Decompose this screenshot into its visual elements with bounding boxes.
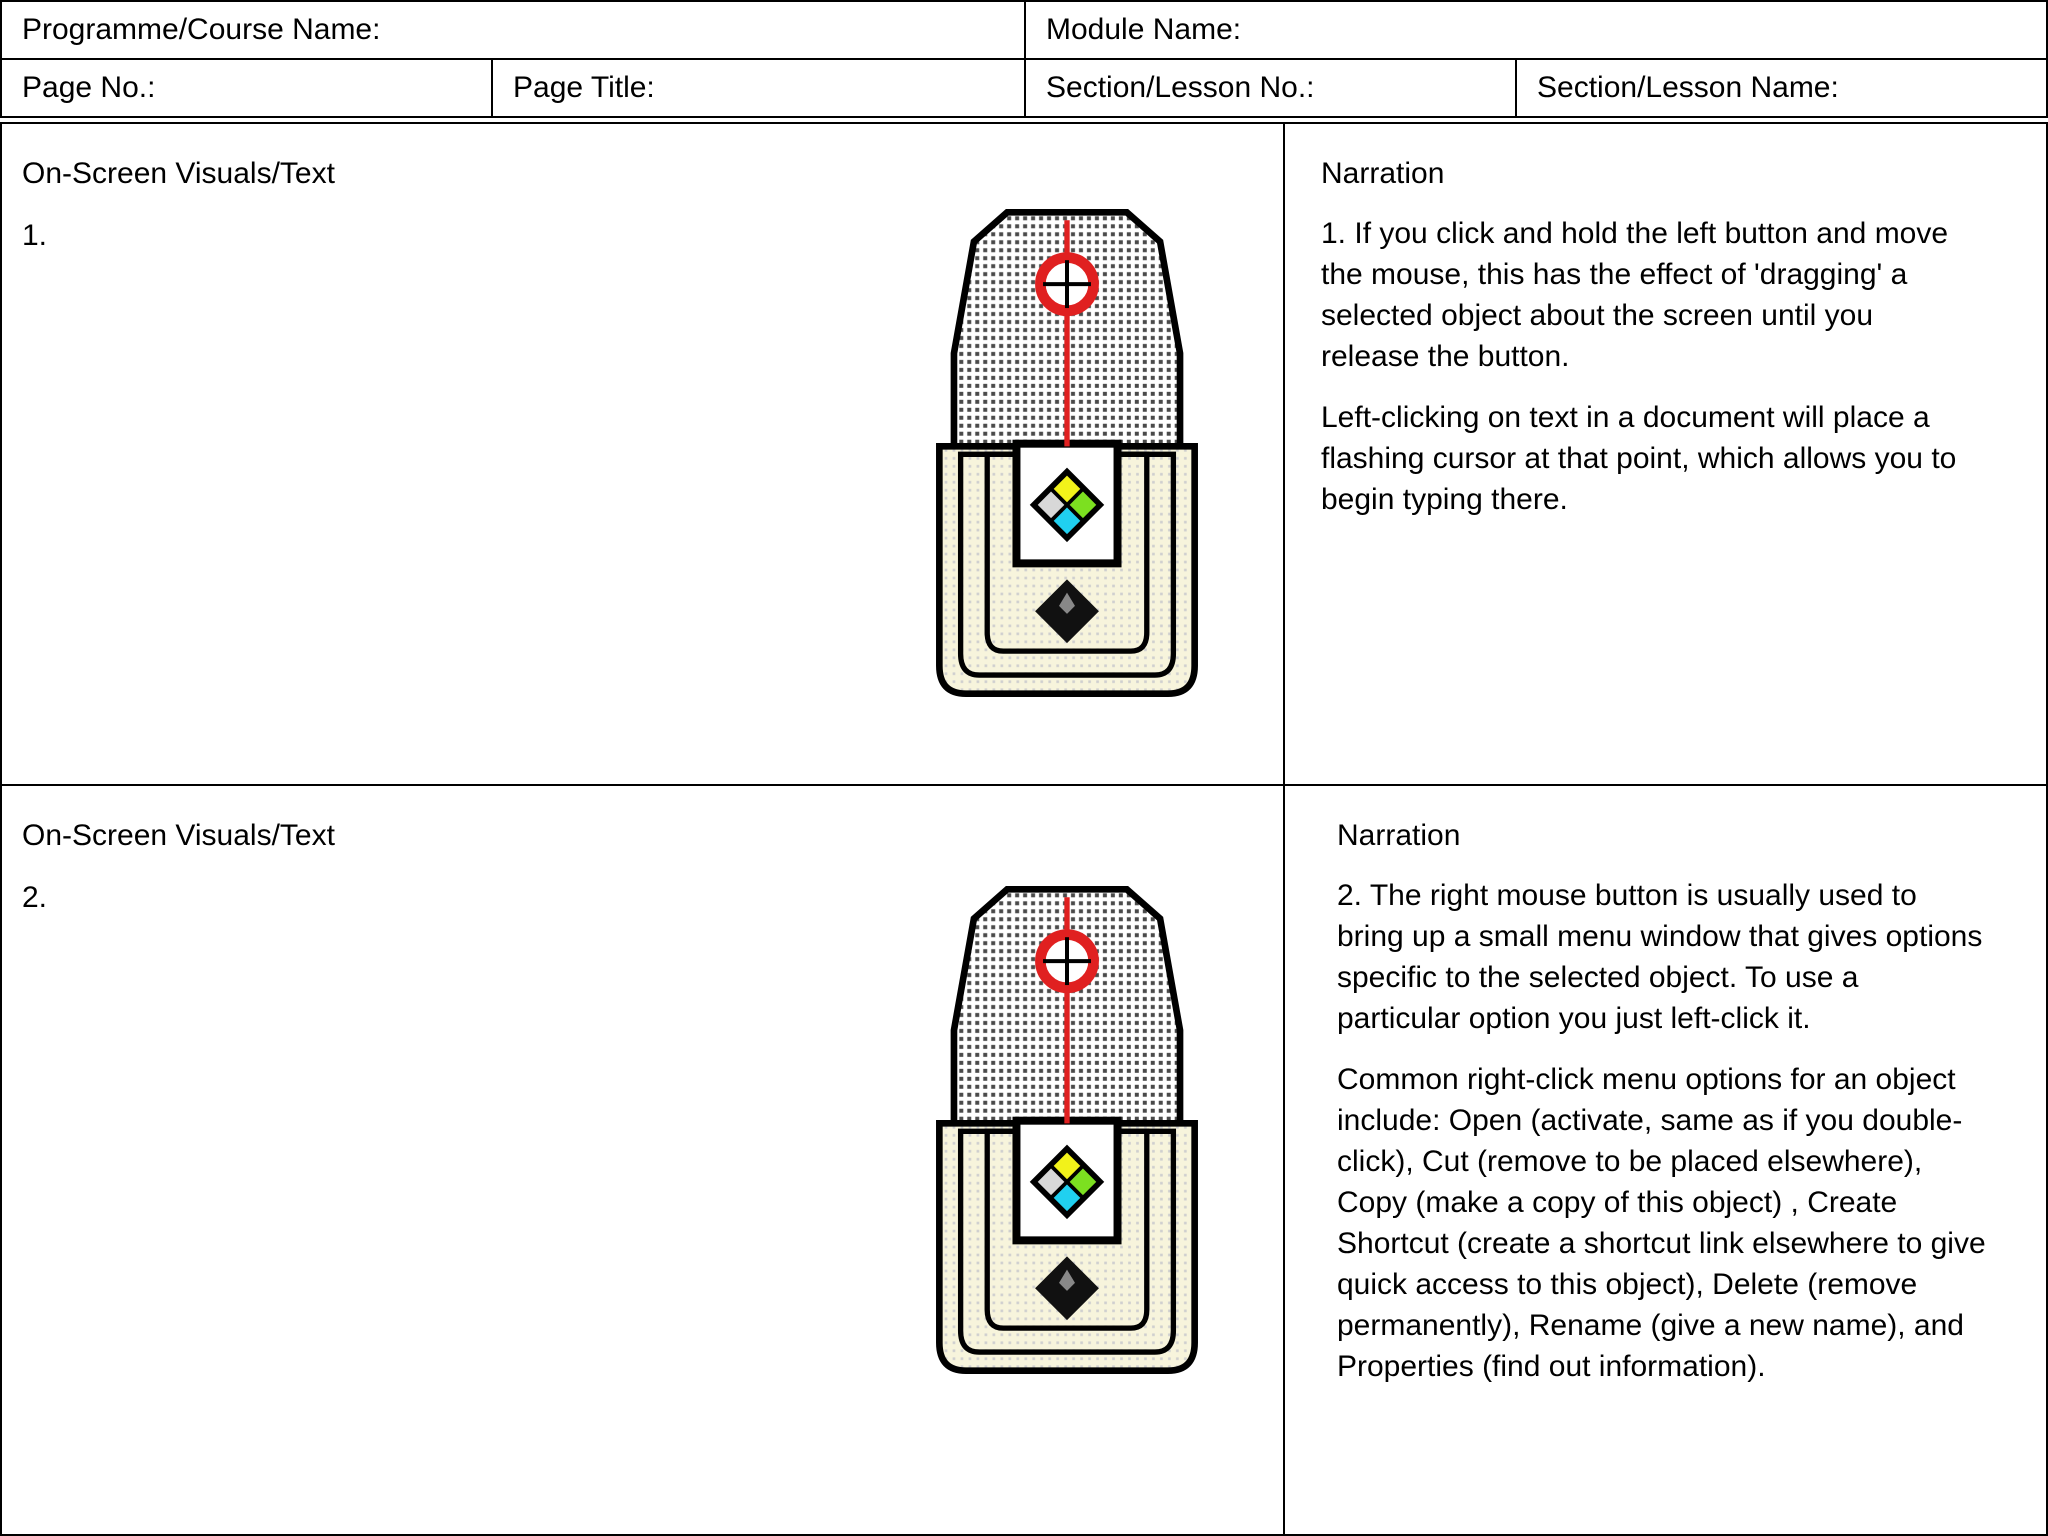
narration-heading: Narration	[1321, 157, 1445, 190]
mouse-icon	[934, 884, 1200, 1376]
row-divider	[2, 784, 2046, 786]
section-no-label: Section/Lesson No.:	[1046, 71, 1315, 104]
programme-name-label: Programme/Course Name:	[22, 13, 381, 46]
module-name-cell[interactable]	[1024, 0, 2048, 60]
section-name-label: Section/Lesson Name:	[1537, 71, 1839, 104]
visual-number: 2.	[22, 881, 48, 914]
narration-heading: Narration	[1337, 819, 1461, 852]
column-divider	[1283, 124, 1285, 1534]
narration-paragraph: Common right-click menu options for an object include: Open (activate, same as if you double-click), Cut (remove to be placed elsewhere), Copy (make a copy of this object) , Create Shortcut (create a shortcut link elsewhere to give quick access to this object), Delete (remove permanently), Rename (give a new name), and Properties (find out information).	[1337, 1063, 1986, 1383]
page-no-label: Page No.:	[22, 71, 156, 104]
page-no-cell[interactable]	[0, 58, 493, 118]
page-title-cell[interactable]	[491, 58, 1026, 118]
page-title-label: Page Title:	[513, 71, 655, 104]
visual-number: 1.	[22, 219, 48, 252]
storyboard-header	[0, 0, 2048, 118]
storyboard-frame	[0, 122, 2048, 1536]
section-name-cell[interactable]	[1515, 58, 2048, 118]
visuals-heading: On-Screen Visuals/Text	[22, 157, 335, 190]
programme-name-cell[interactable]	[0, 0, 1026, 60]
visuals-heading: On-Screen Visuals/Text	[22, 819, 335, 852]
narration-paragraph: Left-clicking on text in a document will place a flashing cursor at that point, which allows you to begin typing there.	[1321, 401, 1957, 516]
narration-paragraph: 2. The right mouse button is usually used to bring up a small menu window that gives options specific to the selected object. To use a particular option you just left-click it.	[1337, 879, 1983, 1035]
mouse-icon	[934, 207, 1200, 699]
section-no-cell[interactable]	[1024, 58, 1517, 118]
module-name-label: Module Name:	[1046, 13, 1242, 46]
narration-paragraph: 1. If you click and hold the left button and move the mouse, this has the effect of 'dragging' a selected object about the screen until you release the button.	[1321, 217, 1949, 373]
